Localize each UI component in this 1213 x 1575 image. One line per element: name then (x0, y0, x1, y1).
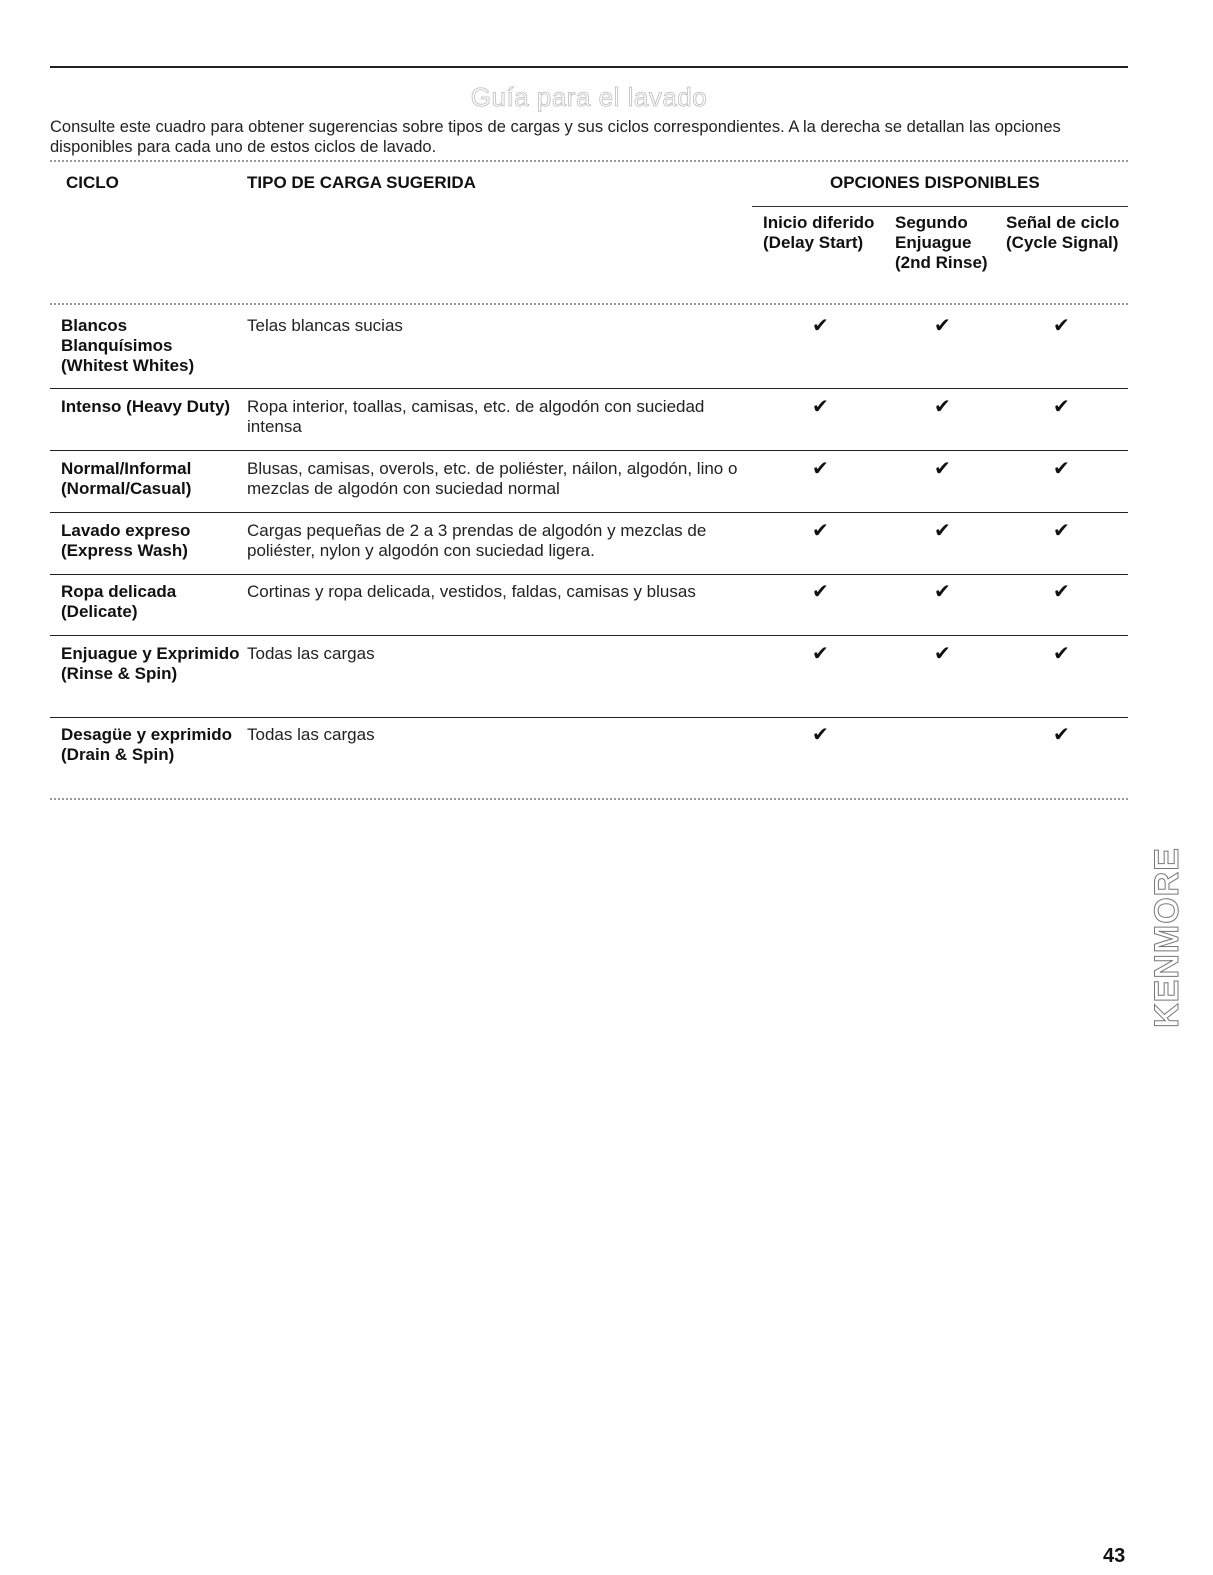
check-icon: ✔ (934, 643, 951, 665)
header-options: OPCIONES DISPONIBLES (830, 173, 1040, 192)
check-icon: ✔ (934, 581, 951, 603)
row-divider (50, 717, 1128, 718)
options-header-rule (752, 206, 1128, 207)
side-brand-logo (1147, 820, 1186, 1055)
row-divider (50, 574, 1128, 575)
check-icon: ✔ (1053, 520, 1070, 542)
row-divider (50, 388, 1128, 389)
top-rule (50, 66, 1128, 68)
check-icon: ✔ (934, 458, 951, 480)
header-load: TIPO DE CARGA SUGERIDA (247, 173, 476, 192)
page-title: Guía para el lavado (470, 82, 708, 112)
check-icon: ✔ (1053, 724, 1070, 746)
suggested-load: Todas las cargas (247, 644, 375, 663)
page-number: 43 (1103, 1545, 1126, 1567)
cycle-name: Lavado expreso (Express Wash) (61, 521, 191, 560)
side-brand-logo-text: KENMORE (1147, 847, 1186, 1028)
check-icon: ✔ (812, 396, 829, 418)
cycle-name: Normal/Informal (Normal/Casual) (61, 459, 192, 498)
check-icon: ✔ (1053, 458, 1070, 480)
cycle-name: Intenso (Heavy Duty) (61, 397, 231, 416)
dotted-divider (50, 798, 1128, 800)
dotted-divider (50, 303, 1128, 305)
check-icon: ✔ (812, 315, 829, 337)
cycle-name: Enjuague y Exprimido (Rinse & Spin) (61, 644, 240, 683)
suggested-load: Cargas pequeñas de 2 a 3 prendas de algodón y mezclas de poliéster, nylon y algodón con suciedad ligera. (247, 521, 707, 560)
check-icon: ✔ (1053, 396, 1070, 418)
dotted-divider (50, 160, 1128, 162)
cycle-name: Ropa delicada (Delicate) (61, 582, 177, 621)
check-icon: ✔ (934, 315, 951, 337)
option-header-cycle-signal: Señal de ciclo (Cycle Signal) (1006, 213, 1120, 252)
check-icon: ✔ (812, 520, 829, 542)
suggested-load: Telas blancas sucias (247, 316, 403, 335)
check-icon: ✔ (1053, 643, 1070, 665)
option-header-delay-start: Inicio diferido (Delay Start) (763, 213, 875, 252)
suggested-load: Cortinas y ropa delicada, vestidos, faldas, camisas y blusas (247, 582, 696, 601)
check-icon: ✔ (812, 458, 829, 480)
header-cycle: CICLO (66, 173, 119, 192)
suggested-load: Ropa interior, toallas, camisas, etc. de algodón con suciedad intensa (247, 397, 705, 436)
check-icon: ✔ (1053, 581, 1070, 603)
option-header-2nd-rinse: Segundo Enjuague (2nd Rinse) (895, 213, 988, 272)
check-icon: ✔ (812, 724, 829, 746)
cycle-name: Desagüe y exprimido (Drain & Spin) (61, 725, 233, 764)
row-divider (50, 635, 1128, 636)
cycle-name: Blancos Blanquísimos (Whitest Whites) (61, 316, 195, 375)
suggested-load: Blusas, camisas, overols, etc. de poliéster, náilon, algodón, lino o mezclas de algodón con suciedad normal (247, 459, 738, 498)
check-icon: ✔ (934, 520, 951, 542)
row-divider (50, 450, 1128, 451)
row-divider (50, 512, 1128, 513)
check-icon: ✔ (812, 581, 829, 603)
check-icon: ✔ (934, 396, 951, 418)
check-icon: ✔ (812, 643, 829, 665)
intro-text: Consulte este cuadro para obtener sugerencias sobre tipos de cargas y sus ciclos correspondientes. A la derecha se detallan las opciones disponibles para cada uno de estos ciclos de lavado. (50, 118, 1061, 156)
check-icon: ✔ (1053, 315, 1070, 337)
suggested-load: Todas las cargas (247, 725, 375, 744)
